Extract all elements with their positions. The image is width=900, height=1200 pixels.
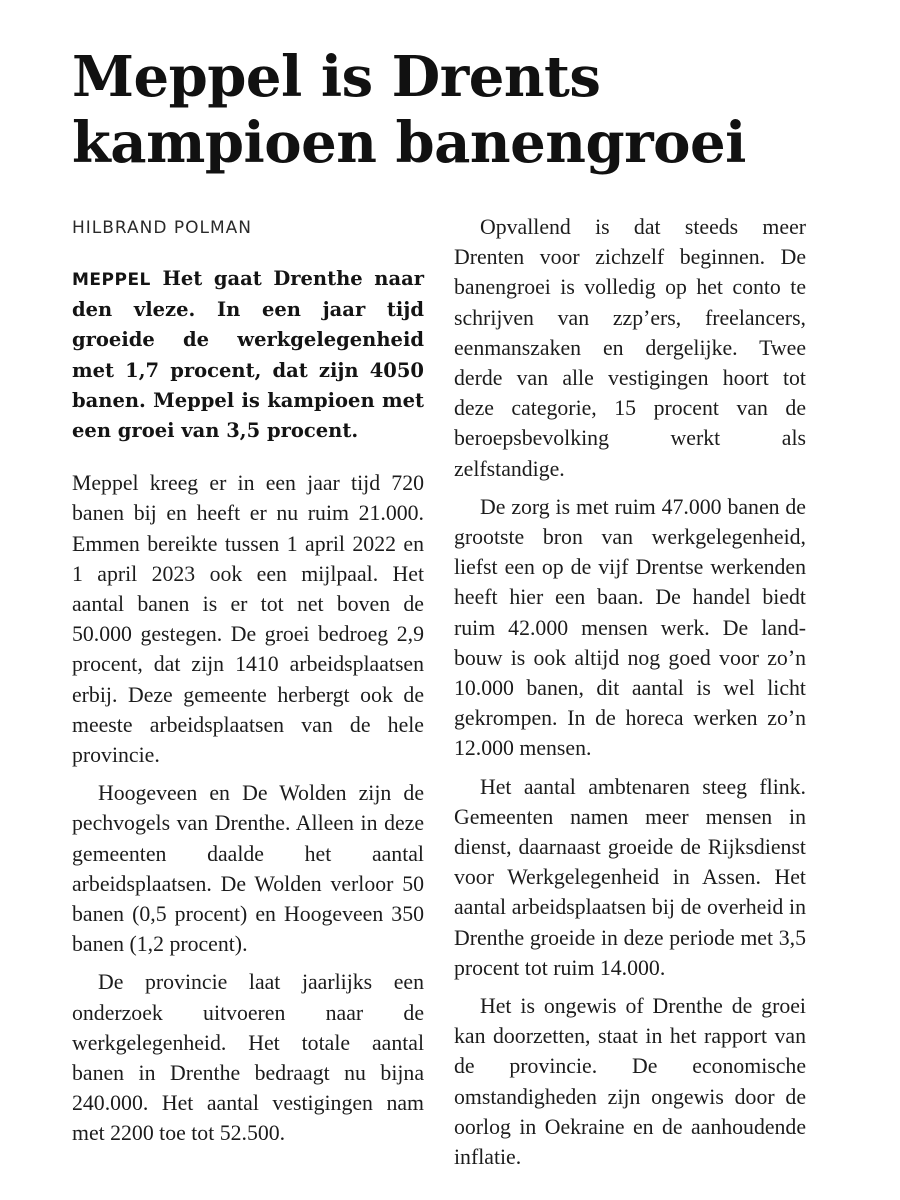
article-paragraph: Meppel kreeg er in een jaar tijd 720 banen bij en heeft er nu ruim 21.000. Emmen bereikte tussen 1 april 2022 en 1 april 2023 ook een mijlpaal. Het aantal banen is er tot net boven de 50.000 gestegen. De groei bedroeg 2,9 procent, dat zijn 1410 arbeidsplaatsen erbij. Deze gemeente herbergt ook de meeste arbeidsplaatsen van de hele provincie. <box>72 471 424 768</box>
article-paragraph: Hoogeveen en De Wolden zijn de pechvogels van Drenthe. Alleen in deze gemeenten daalde het aantal arbeidsplaatsen. De Wolden verloor 50 banen (0,5 procent) en Hoogeveen 350 banen (1,2 procent). <box>72 781 424 957</box>
article-lead-text: Het gaat Drenthe naar den vleze. In een jaar tijd groeide de werkgelegenheid met 1,7 procent, dat zijn 4050 banen. Meppel is kampioen met een groei van 3,5 procent. <box>72 267 424 443</box>
article-paragraph: Het aantal ambtenaren steeg flink. Gemeenten namen meer mensen in dienst, daarnaast groeide de Rijksdienst voor Werkgelegenheid in Assen. Het aantal arbeidsplaatsen bij de overheid in Drenthe groeide in deze periode met 3,5 procent tot ruim 14.000. <box>454 774 806 980</box>
article-paragraph: Opvallend is dat steeds meer Drenten voor zichzelf beginnen. De banengroei is volledig op het conto te schrijven van zzp’ers, freelancers, eenmanszaken en dergelijke. Twee derde van alle vestigingen hoort tot deze categorie, 15 procent van de beroepsbevolking werkt als zelfstandige. <box>454 215 806 481</box>
article-paragraph: Het is ongewis of Drenthe de groei kan doorzetten, staat in het rapport van de provincie. De economische omstandigheden zijn ongewis door de oorlog in Oekraine en de aanhoudende inflatie. <box>454 994 806 1170</box>
article-column-left <box>72 264 424 1157</box>
article-dateline: MEPPEL <box>72 270 151 290</box>
article-headline: Meppel is Drents kampioen banengroei <box>72 44 746 176</box>
article-paragraph: De zorg is met ruim 47.000 banen de grootste bron van werkgelegenheid, liefst een op de vijf Drentse werkenden heeft hier een baan. De handel biedt ruim 42.000 mensen werk. De landbouw is ook altijd nog goed voor zo’n 10.000 banen, dit aantal is wel licht gekrompen. In de horeca werken zo’n 12.000 mensen. <box>454 494 806 761</box>
article-paragraph: De provincie laat jaarlijks een onderzoek uitvoeren naar de werkgelegenheid. Het totale aantal banen in Drenthe bedraagt nu bijna 240.000. Het aantal vestigingen nam met 2200 toe tot 52.500. <box>72 970 424 1146</box>
article-column-right <box>454 212 806 1180</box>
article-lead <box>72 264 424 446</box>
article-byline: HILBRAND POLMAN <box>72 218 253 238</box>
